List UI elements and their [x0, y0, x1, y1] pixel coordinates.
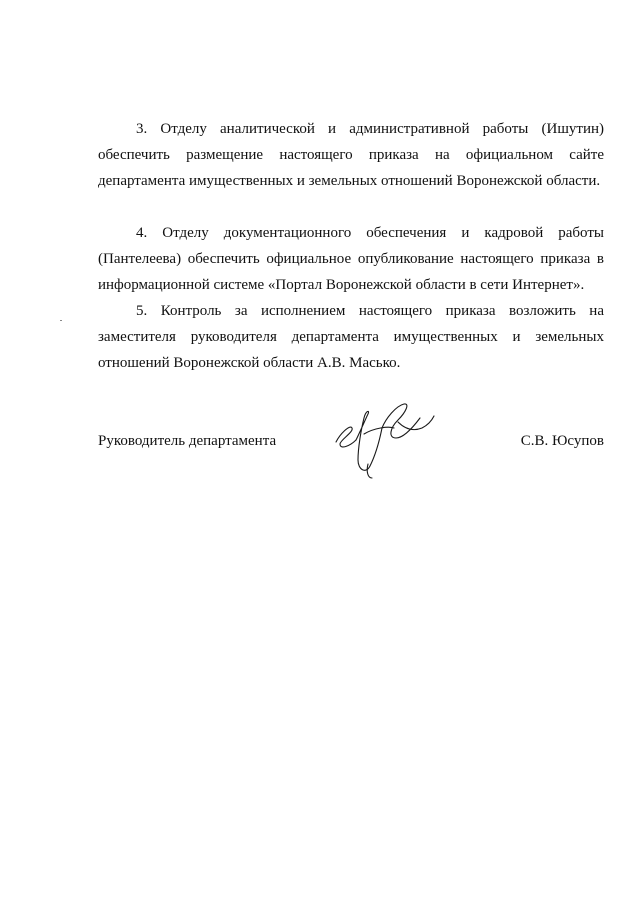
signatory-position: Руководитель департамента	[98, 433, 277, 449]
paragraph-item-5: 5. Контроль за исполнением настоящего приказа возложить на заместителя руководителя департамента имущественных и земельных отношений Воронежской области А.В. Масько.	[98, 303, 604, 371]
scan-speck	[60, 320, 62, 321]
handwritten-signature	[328, 398, 438, 480]
paragraph-item-4: 4. Отделу документационного обеспечения и кадровой работы (Пантелеева) обеспечить официальное опубликование настоящего приказа в информационной системе «Портал Воронежской области в сети Интернет».	[98, 225, 604, 293]
signatory-name: С.В. Юсупов	[520, 433, 604, 449]
paragraph-item-3: 3. Отделу аналитической и административной работы (Ишутин) обеспечить размещение настоящего приказа на официальном сайте департамента имущественных и земельных отношений Воронежской области.	[98, 121, 604, 189]
